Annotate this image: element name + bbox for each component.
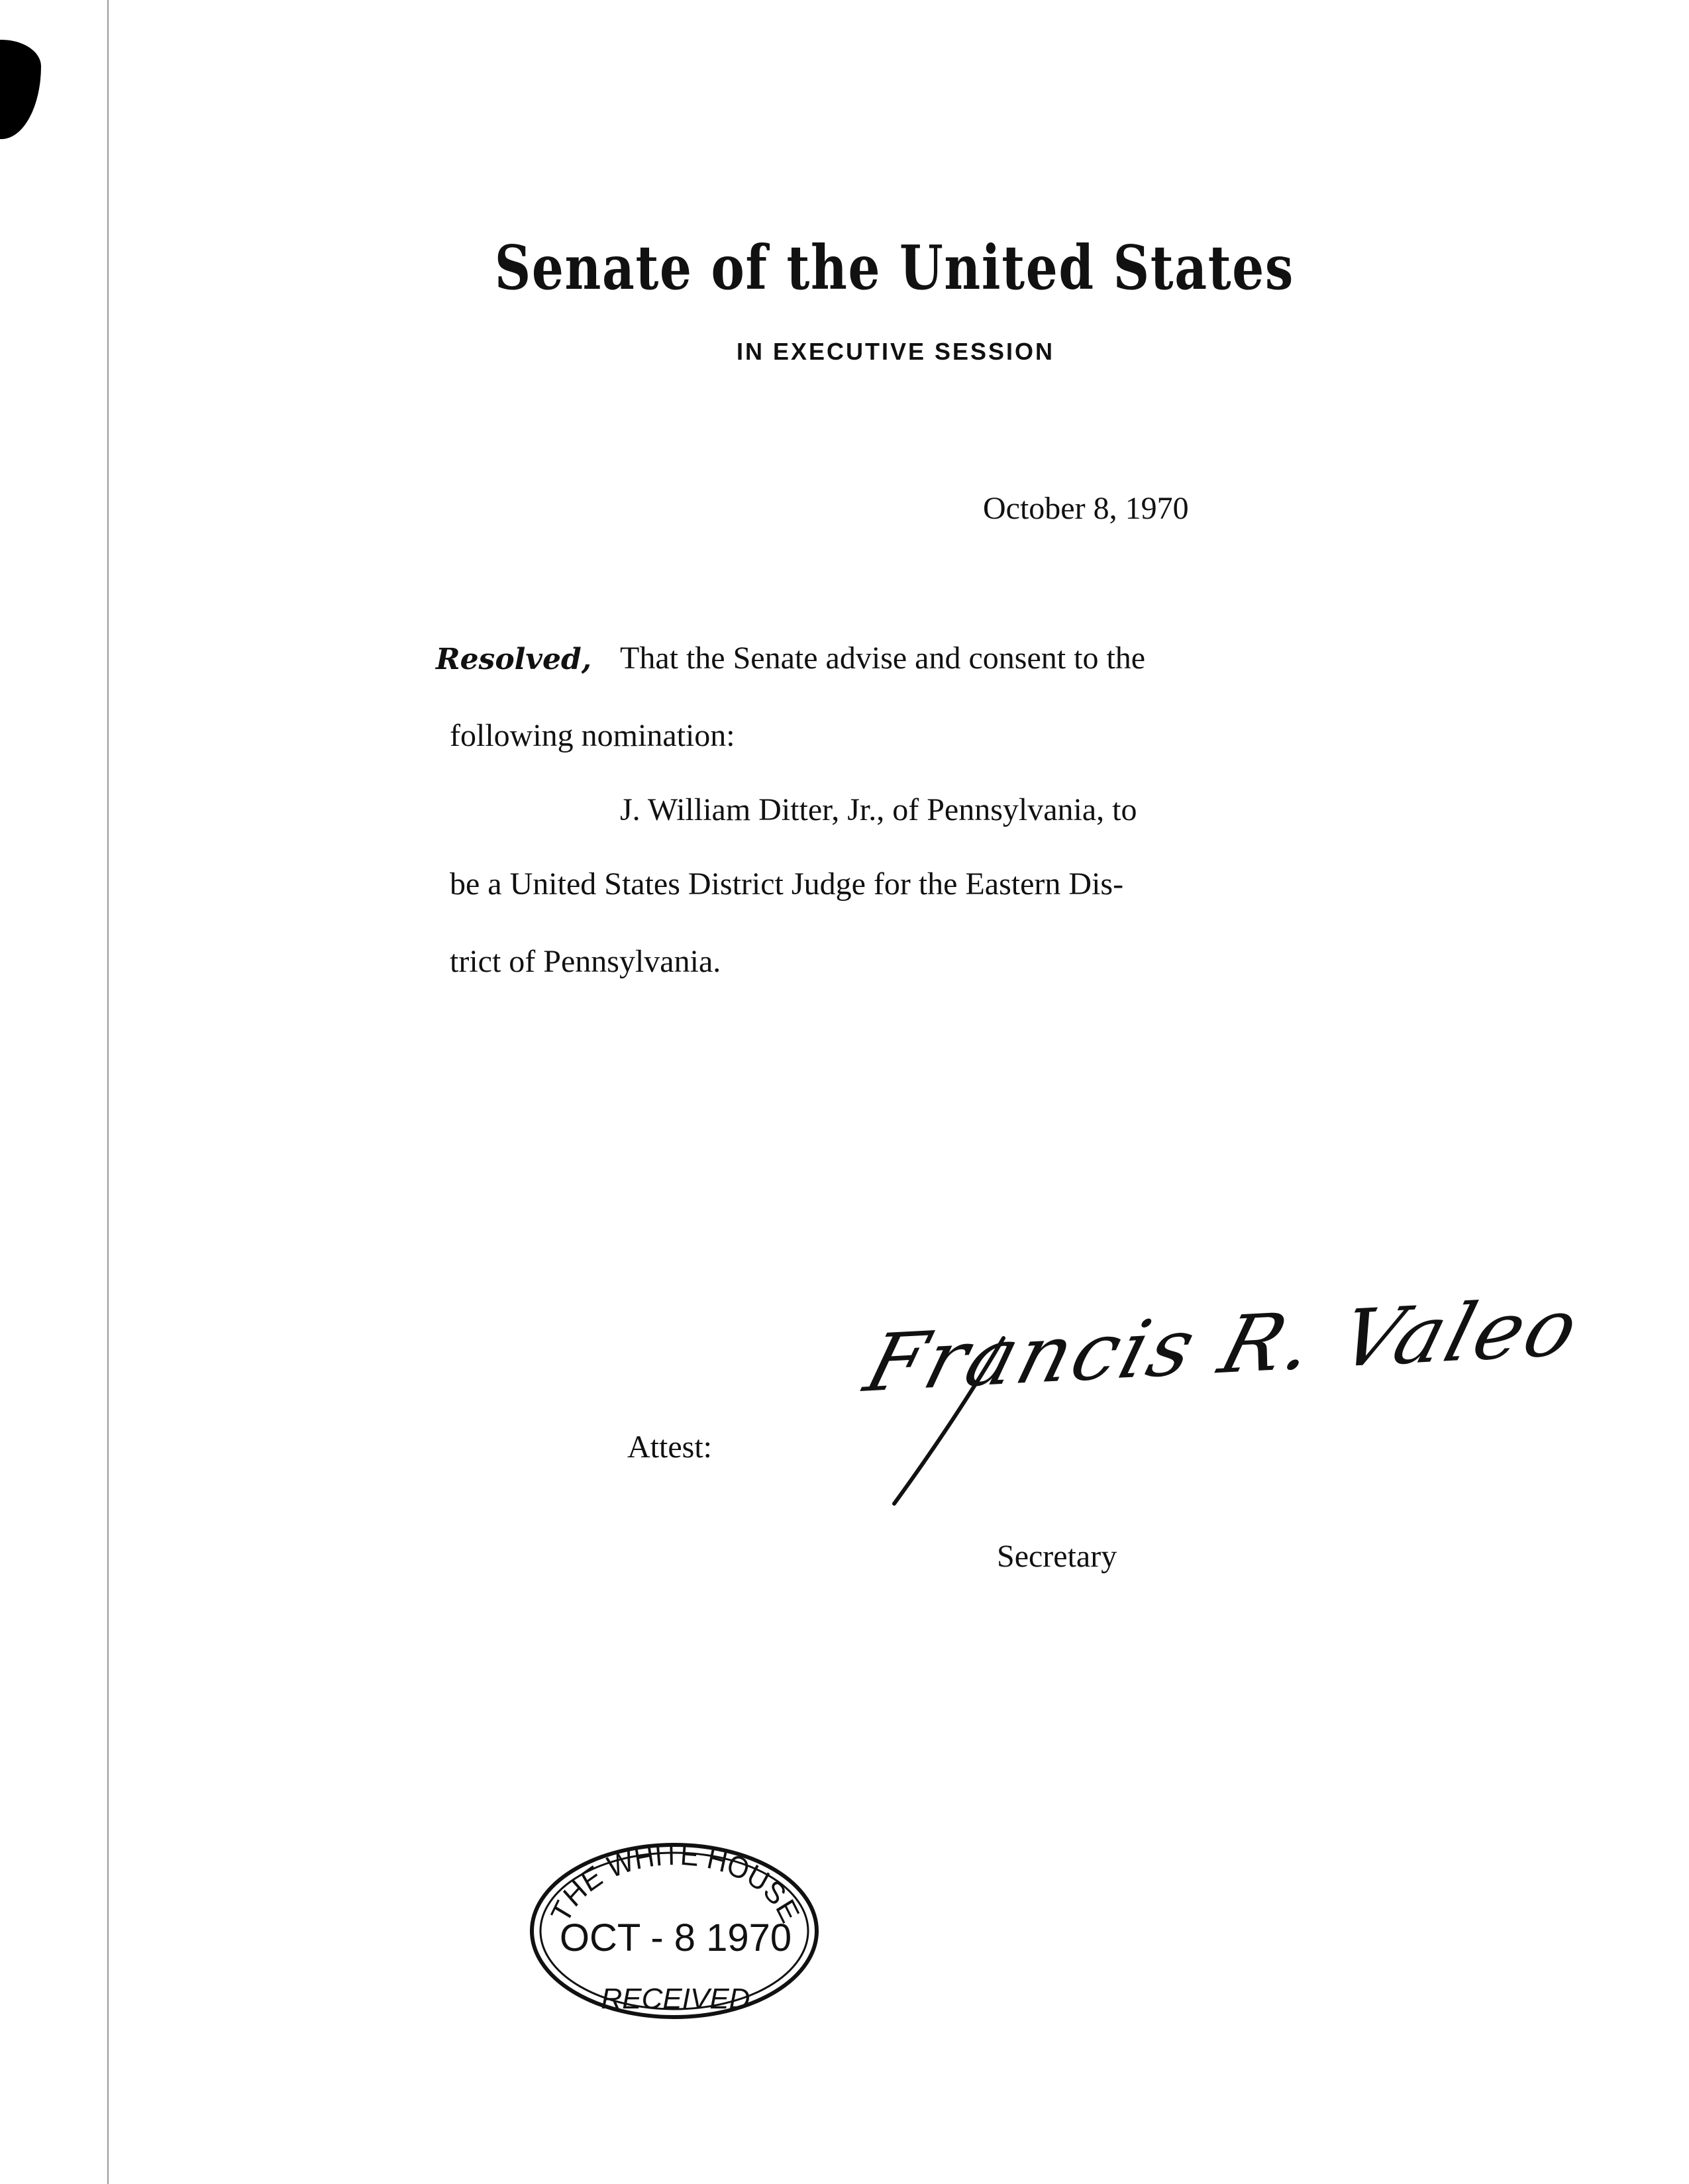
resolution-line: J. William Ditter, Jr., of Pennsylvania, to — [620, 792, 1137, 827]
svg-text:THE WHITE HOUSE — [545, 1838, 805, 1928]
resolution-line: That the Senate advise and consent to the — [620, 641, 1146, 676]
stamp-date: OCT - 8 1970 — [559, 1916, 792, 1959]
document-title: Senate of the United States — [494, 232, 1294, 303]
resolved-word: Resolved, — [436, 643, 592, 676]
document-subtitle: IN EXECUTIVE SESSION — [736, 338, 1055, 365]
white-house-received-stamp — [523, 1835, 828, 2034]
signature: Francis R. Valeo — [856, 1281, 1590, 1410]
scan-punch-mark — [0, 40, 41, 139]
document-date: October 8, 1970 — [983, 491, 1189, 526]
resolution-line: following nomination: — [450, 718, 735, 753]
stamp-top-text: THE WHITE HOUSE — [545, 1837, 805, 1928]
margin-line — [107, 0, 109, 2184]
attest-label: Attest: — [627, 1430, 712, 1465]
resolution-line: be a United States District Judge for the Eastern Dis- — [450, 866, 1124, 902]
signatory-title: Secretary — [997, 1539, 1117, 1574]
resolution-line: trict of Pennsylvania. — [450, 944, 721, 979]
stamp-bottom-text: RECEIVED — [601, 1983, 750, 2015]
